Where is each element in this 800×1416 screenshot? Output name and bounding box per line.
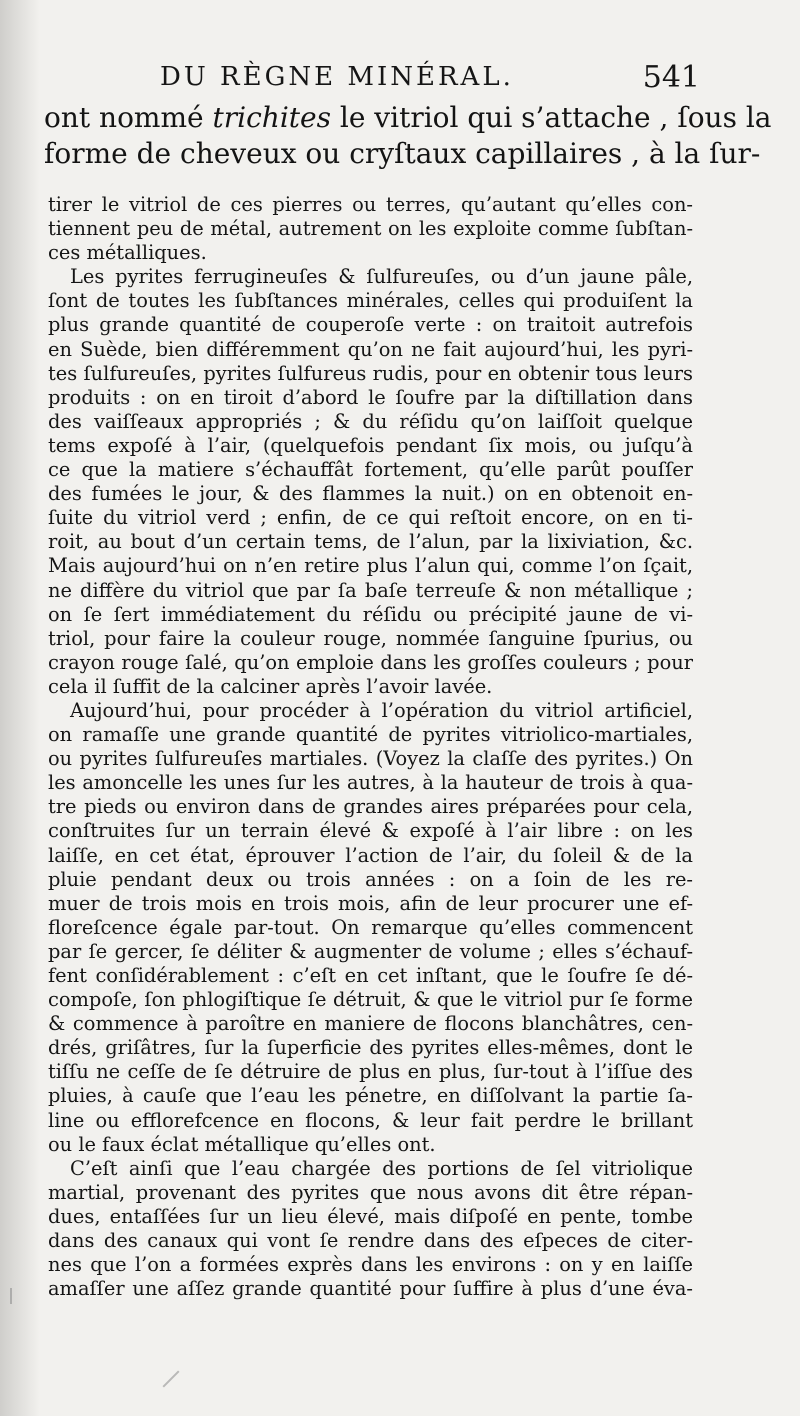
text-line: tiennent peu de métal, autrement on les exploite comme ſubſtan- — [48, 217, 693, 241]
fragment-text: le vitriol qui s’attache , ſous la — [330, 101, 772, 134]
running-title: DU RÈGNE MINÉRAL. — [160, 62, 514, 92]
text-line: muer de trois mois en trois mois, afin de leur procurer une ef- — [48, 891, 693, 915]
fragment-text: forme de cheveux ou cryſtaux capillaires , à la ſur- — [44, 137, 761, 170]
text-line: triol, pour faire la couleur rouge, nommée ſanguine ſpurius, ou — [48, 626, 693, 650]
text-line: conſtruites ſur un terrain élevé & expoſé à l’air libre : on les — [48, 819, 693, 843]
text-line: par ſe gercer, ſe déliter & augmenter de volume ; elles s’échauf- — [48, 939, 693, 963]
text-line: tems expoſé à l’air, (quelquefois pendant ſix mois, ou juſqu’à — [48, 433, 693, 457]
text-line: tes ſulfureuſes, pyrites ſulfureus rudis, pour en obtenir tous leurs — [48, 361, 693, 385]
page-header — [160, 60, 700, 100]
text-line: amaſſer une aſſez grande quantité pour ſuffire à plus d’une éva- — [48, 1277, 693, 1301]
text-line: ou pyrites ſulfureuſes martiales. (Voyez la claſſe des pyrites.) On — [48, 747, 693, 771]
text-line: on ramaſſe une grande quantité de pyrites vitriolico-martiales, — [48, 723, 693, 747]
text-line: plus grande quantité de couperoſe verte : on traitoit autrefois — [48, 313, 693, 337]
text-line: pluie pendant deux ou trois années : on a ſoin de les re- — [48, 867, 693, 891]
text-line: compoſe, ſon phlogiſtique ſe détruit, & que le vitriol pur ſe forme — [48, 988, 693, 1012]
text-line: Mais aujourd’hui on n’en retire plus l’alun qui, comme l’on ſçait, — [48, 554, 693, 578]
fragment-text: ont nommé — [44, 101, 213, 134]
text-line: ce que la matiere s’échauffât fortement, qu’elle parût pouſſer — [48, 458, 693, 482]
text-line: tirer le vitriol de ces pierres ou terres, qu’autant qu’elles con- — [48, 193, 693, 216]
fragment-italic-text: trichites — [212, 101, 331, 134]
ink-mark — [163, 1371, 180, 1388]
text-line: des vaiſſeaux appropriés ; & du réſidu qu’on laiſſoit quelque — [48, 409, 693, 433]
text-line: dues, entaſſées ſur un lieu élevé, mais diſpoſé en pente, tombe — [48, 1204, 693, 1228]
text-line: on ſe ſert immédiatement du réſidu ou précipité jaune de vi- — [48, 602, 693, 626]
text-line: les amoncelle les unes ſur les autres, à la hauteur de trois à qua- — [48, 771, 693, 795]
text-line: ou le faux éclat métallique qu’elles ont. — [48, 1132, 436, 1156]
ink-mark — [10, 1288, 12, 1304]
text-line: crayon rouge ſalé, qu’on emploie dans les groſſes couleurs ; pour — [48, 650, 693, 674]
text-line: C’eſt ainſi que l’eau chargée des portions de ſel vitriolique — [70, 1156, 693, 1180]
text-line: floreſcence égale par-tout. On remarque qu’elles commencent — [48, 915, 693, 939]
fragment-line — [44, 136, 761, 172]
text-line: Aujourd’hui, pour procéder à l’opération du vitriol artificiel, — [70, 698, 693, 722]
text-line: produits : on en tiroit d’abord le ſoufre par la diſtillation dans — [48, 385, 693, 409]
text-line: ces métalliques. — [48, 241, 207, 265]
text-line: ne diffère du vitriol que par ſa baſe terreuſe & non métallique ; — [48, 578, 693, 602]
text-line: des fumées le jour, & des flammes la nuit.) on en obtenoit en- — [48, 482, 693, 506]
text-line: Les pyrites ferrugineuſes & ſulfureuſes, ou d’un jaune pâle, — [70, 265, 693, 289]
fragment-line — [44, 100, 772, 136]
text-line: drés, griſâtres, ſur la ſuperficie des pyrites elles-mêmes, dont le — [48, 1036, 693, 1060]
text-line: nes que l’on a formées exprès dans les environs : on y en laiſſe — [48, 1253, 693, 1277]
text-line: martial, provenant des pyrites que nous avons dit être répan- — [48, 1180, 693, 1204]
text-line: cela il ſuffit de la calciner après l’avoir lavée. — [48, 674, 493, 698]
text-line: ſont de toutes les ſubſtances minérales, celles qui produiſent la — [48, 289, 693, 313]
text-line: tre pieds ou environ dans de grandes aires préparées pour cela, — [48, 795, 693, 819]
pasted-text-fragment — [44, 100, 772, 172]
text-line: en Suède, bien différemment qu’on ne fait aujourd’hui, les pyri- — [48, 337, 693, 361]
text-line: fent conſidérablement : c’eſt en cet inſtant, que le ſoufre ſe dé- — [48, 964, 693, 987]
text-line: ſuite du vitriol verd ; enfin, de ce qui reſtoit encore, on en ti- — [48, 506, 693, 530]
text-line: roit, au bout d’un certain tems, de l’alun, par la lixiviation, &c. — [48, 530, 693, 554]
text-line: pluies, à cauſe que l’eau les pénetre, en diſſolvant la partie ſa- — [48, 1084, 693, 1108]
page-number: 541 — [642, 60, 700, 95]
text-line: tiſſu ne ceſſe de ſe détruire de plus en plus, ſur-tout à l’iſſue des — [48, 1060, 693, 1084]
text-line: dans des canaux qui vont ſe rendre dans des eſpeces de citer- — [48, 1229, 693, 1253]
text-line: & commence à paroître en maniere de flocons blanchâtres, cen- — [48, 1012, 693, 1036]
text-line: line ou efflorefcence en flocons, & leur fait perdre le brillant — [48, 1108, 693, 1132]
text-line: laiſſe, en cet état, éprouver l’action de l’air, du ſoleil & de la — [48, 843, 693, 867]
main-text-block — [48, 193, 693, 1301]
